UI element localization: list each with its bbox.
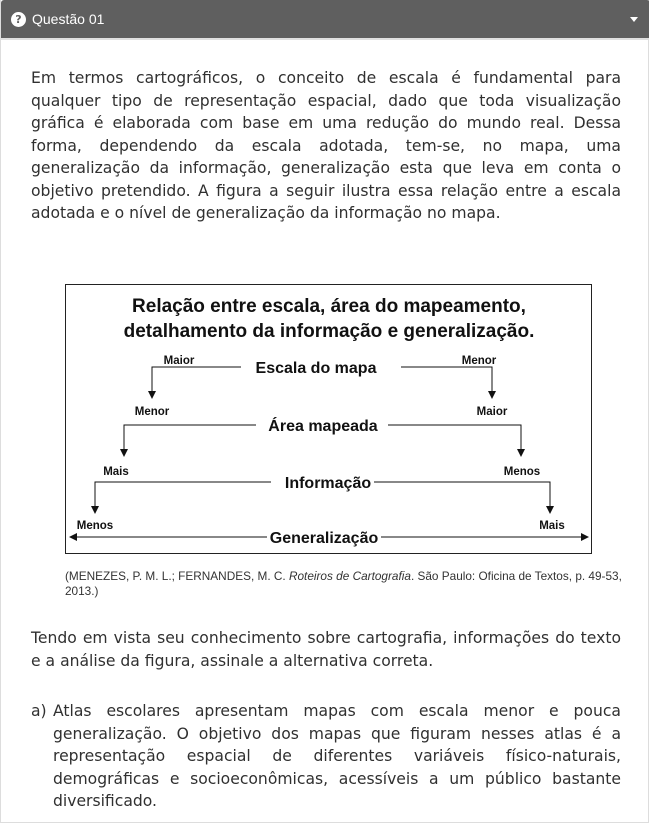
row-area-right-arrow-icon [517,449,525,457]
row-area [120,406,525,457]
row-info-right-line [374,482,550,510]
row-scale-left: Maior [163,355,195,367]
alternative-a[interactable] [31,700,621,813]
row-scale-label: Escala do mapa [255,360,377,377]
row-area-left: Menor [134,406,170,418]
row-info-right: Menos [503,466,541,478]
row-generalization-left-arrow-icon [69,533,77,541]
row-info-left-arrow-icon [91,506,99,514]
question-prompt: Tendo em vista seu conhecimento sobre cartografia, informações do texto e a análise da figura, assinale a alternativa correta. [31,629,621,670]
row-generalization [69,520,589,547]
intro-paragraph: Em termos cartográficos, o conceito de escala é fundamental para qualquer tipo de representação espacial, dado que toda visualização gráfica é elaborada com base em uma redução do mundo real. Dessa forma, dependendo da escala adotada, tem-se, no mapa, uma generalização da informação, generalização esta que leva em conta o objetivo pretendido. A figura a seguir ilustra essa relação entre a escala adotada e o nível de generalização da informação no mapa. [31,69,621,222]
row-info-left-line [95,482,271,510]
row-scale-right-arrow-icon [488,391,496,399]
row-info-right-arrow-icon [546,506,554,514]
scale-figure [65,284,592,554]
citation-authors: (MENEZES, P. M. L.; FERNANDES, M. C. [65,569,289,583]
row-info [91,466,554,514]
citation-title: Roteiros de Cartografia [288,569,411,583]
caret-down-icon[interactable] [630,17,638,22]
row-generalization-label: Generalização [269,530,379,547]
alternative-letter: a) [31,702,47,720]
question-circle-icon: ? [11,12,26,27]
row-area-right: Maior [476,406,508,418]
row-info-label: Informação [284,475,372,492]
row-generalization-left: Menos [76,520,114,532]
row-area-left-arrow-icon [120,449,128,457]
row-scale-left-line [152,367,241,395]
row-generalization-right-arrow-icon [581,533,589,541]
row-info-left: Mais [103,466,129,478]
row-area-label: Área mapeada [268,418,378,435]
row-area-right-line [388,425,521,453]
question-header[interactable] [1,0,649,40]
row-area-left-line [124,425,256,453]
row-scale [148,355,497,399]
figure-citation [65,569,631,599]
figure-title-line2: detalhamento da informação e generalização. [123,321,535,342]
row-scale-left-arrow-icon [148,391,156,399]
scale-diagram [66,285,593,555]
question-title: Questão 01 [32,11,105,27]
row-scale-right: Menor [461,355,497,367]
citation-publisher: . São Paulo: Oficina de Textos, p. 49-53, 2013.) [65,569,622,598]
alternative-text: Atlas escolares apresentam mapas com escala menor e pouca generalização. O objetivo dos mapas que figuram nesses atlas é a representação espacial de diferentes variáveis físico-naturais, demográficas e socioeconômicas, acessíveis a um público bastante diversificado. [53,702,621,810]
figure-title-line1: Relação entre escala, área do mapeamento, [132,296,526,317]
row-scale-right-line [401,367,492,395]
row-generalization-right: Mais [539,520,565,532]
